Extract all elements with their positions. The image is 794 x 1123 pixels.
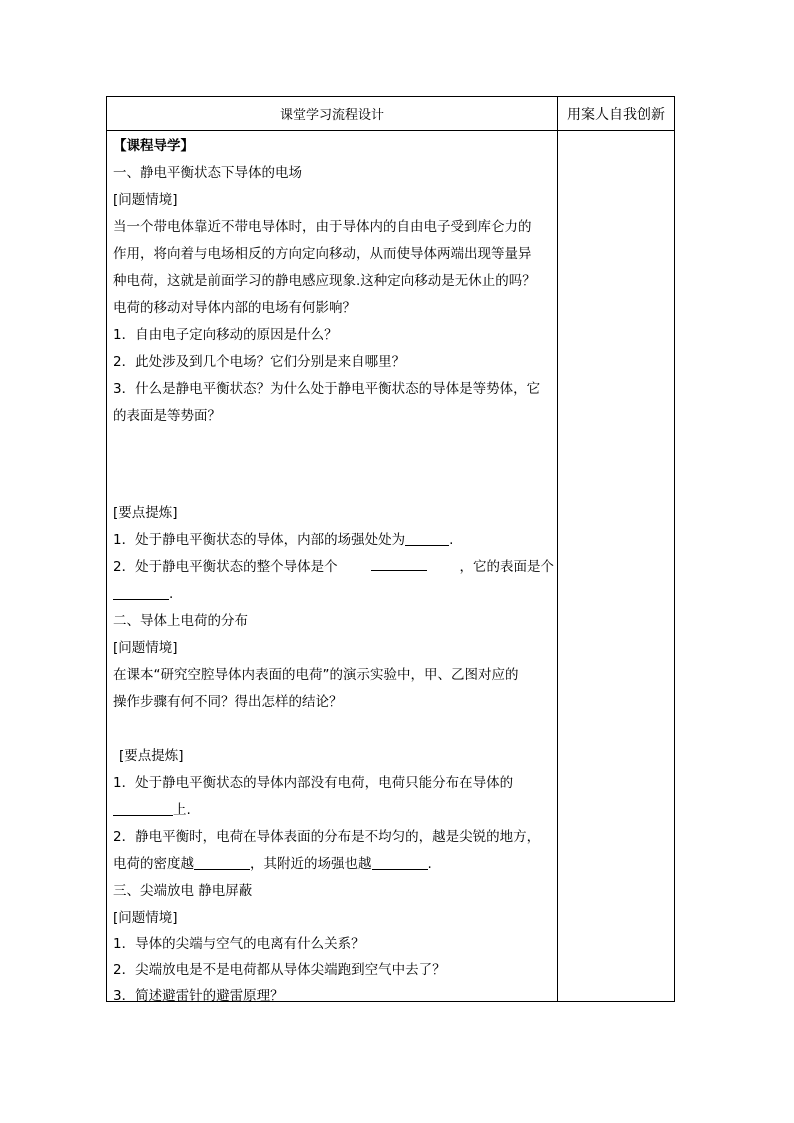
section1-paragraph-line: 电荷的移动对导体内部的电场有何影响？ <box>113 300 356 316</box>
section2-paragraph-line: 操作步骤有何不同？得出怎样的结论？ <box>113 694 343 710</box>
section3-title: 三、尖端放电 静电屏蔽 <box>113 883 253 899</box>
section3-question-2: 2．尖端放电是不是电荷都从导体尖端跑到空气中去了？ <box>113 962 446 978</box>
lesson-table <box>106 96 675 1002</box>
point-text: 2．处于静电平衡状态的整个导体是个 <box>113 559 338 575</box>
point-text: ，其附近的场强也越 <box>250 856 372 872</box>
point-text: 上. <box>173 802 191 818</box>
fill-blank[interactable] <box>405 529 449 546</box>
section1-point-2 <box>113 554 554 581</box>
section1-situation-label: [问题情境] <box>113 192 178 208</box>
point-text: . <box>427 856 432 872</box>
point-text: 1．处于静电平衡状态的导体，内部的场强处处为 <box>113 532 406 548</box>
section2-point-1-cont <box>113 797 554 824</box>
section1-point-2-cont <box>113 581 554 608</box>
section3-question-1: 1．导体的尖端与空气的电离有什么关系？ <box>113 936 365 952</box>
fill-blank[interactable] <box>194 853 250 870</box>
section1-paragraph-line: 作用，将向着与电场相反的方向定向移动，从而使导体两端出现等量异 <box>113 246 532 262</box>
fill-blank[interactable] <box>372 853 428 870</box>
section2-point-1: 1．处于静电平衡状态的导体内部没有电荷，电荷只能分布在导体的 <box>113 775 514 791</box>
section1-title: 一、静电平衡状态下导体的电场 <box>113 165 302 181</box>
point-text: . <box>169 586 174 602</box>
answer-space <box>113 716 554 743</box>
section2-situation-label: [问题情境] <box>113 640 178 656</box>
point-text: ，它的表面是个 <box>459 559 554 575</box>
section2-paragraph-line: 在课本“研究空腔导体内表面的电荷”的演示实验中，甲、乙图对应的 <box>113 667 519 683</box>
section1-point-1 <box>113 527 554 554</box>
section2-points-label: [要点提炼] <box>119 748 184 764</box>
guide-title: 【课程导学】 <box>113 138 194 154</box>
point-text: 电荷的密度越 <box>113 856 194 872</box>
section1-question-2: 2．此处涉及到几个电场？它们分别是来自哪里？ <box>113 354 406 370</box>
section2-point-2: 2．静电平衡时，电荷在导体表面的分布是不均匀的，越是尖锐的地方， <box>113 829 541 845</box>
fill-blank[interactable] <box>113 799 173 816</box>
section3-question-3: 3．简述避雷针的避雷原理？ <box>113 988 284 1004</box>
section1-question-3-cont: 的表面是等势面？ <box>113 408 221 424</box>
section1-points-label: [要点提炼] <box>113 505 178 521</box>
answer-space <box>113 430 554 500</box>
header-main-title: 课堂学习流程设计 <box>107 97 558 130</box>
fill-blank[interactable] <box>113 583 169 600</box>
column-divider <box>557 131 558 1001</box>
section1-question-3: 3．什么是静电平衡状态？为什么处于静电平衡状态的导体是等势体，它 <box>113 381 541 397</box>
header-side-title: 用案人自我创新 <box>567 106 665 123</box>
section1-paragraph-line: 当一个带电体靠近不带电导体时，由于导体内的自由电子受到库仑力的 <box>113 219 532 235</box>
section3-situation-label: [问题情境] <box>113 910 178 926</box>
table-header-row <box>107 97 674 131</box>
point-text: . <box>449 532 454 548</box>
section2-title: 二、导体上电荷的分布 <box>113 613 248 629</box>
main-content-cell <box>113 133 554 1009</box>
section2-point-2-cont <box>113 851 554 878</box>
section1-question-1: 1．自由电子定向移动的原因是什么？ <box>113 327 338 343</box>
fill-blank[interactable] <box>371 554 427 571</box>
section1-paragraph-line: 种电荷，这就是前面学习的静电感应现象.这种定向移动是无休止的吗？ <box>113 273 536 289</box>
